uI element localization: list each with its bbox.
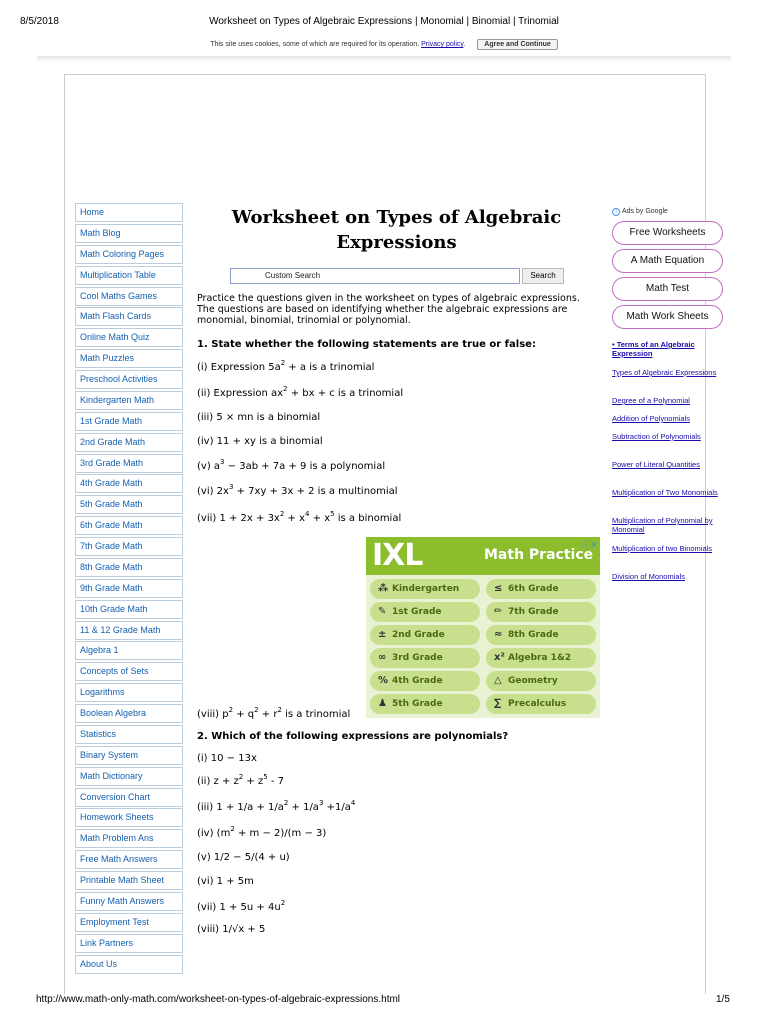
sidebar-item[interactable]: 5th Grade Math xyxy=(75,495,183,514)
sidebar-item[interactable]: 10th Grade Math xyxy=(75,600,183,619)
page-title: Worksheet on Types of Algebraic Expressions xyxy=(231,207,562,253)
plus-minus-icon: ± xyxy=(378,629,387,640)
question-item: (vi) 1 + 5m xyxy=(197,876,254,887)
sidebar-item[interactable]: Math Puzzles xyxy=(75,349,183,368)
print-header xyxy=(0,16,768,30)
search-button[interactable]: Search xyxy=(522,268,564,284)
related-link[interactable]: Subtraction of Polynomials xyxy=(612,432,701,441)
question-item: (v) $a^3 - 3ab + 7a + 9$ is a polynomial xyxy=(197,458,386,472)
agree-continue-button[interactable]: Agree and Continue xyxy=(477,39,558,50)
sidebar-nav xyxy=(75,203,183,975)
sidebar-item[interactable]: Math Problem Ans xyxy=(75,829,183,848)
ixl-grade-button[interactable]: ♟ 5th Grade xyxy=(370,694,480,714)
ad-close-icon[interactable]: ⓘ✕ xyxy=(581,540,598,550)
sidebar-item[interactable]: Funny Math Answers xyxy=(75,892,183,911)
question-item: (ii) $z + z^2 + z^5 - 7$ xyxy=(197,773,285,787)
sidebar-item[interactable]: Math Blog xyxy=(75,224,183,243)
question-item: (vii) $1 + 5u + 4u^2$ xyxy=(197,899,286,913)
related-link[interactable]: Multiplication of Polynomial by Monomial xyxy=(612,516,713,534)
sidebar-item[interactable]: Online Math Quiz xyxy=(75,328,183,347)
sidebar-item[interactable]: Home xyxy=(75,203,183,222)
custom-search xyxy=(230,268,564,284)
sidebar-item[interactable]: 2nd Grade Math xyxy=(75,433,183,452)
question-2-heading: 2. Which of the following expressions are polynomials? xyxy=(197,731,509,742)
ad-button[interactable]: A Math Equation xyxy=(612,249,723,273)
sidebar-item[interactable]: 9th Grade Math xyxy=(75,579,183,598)
ixl-grade-button[interactable]: ✎ 1st Grade xyxy=(370,602,480,622)
related-link[interactable]: • Terms of an Algebraic Expression xyxy=(612,340,695,358)
privacy-policy-link[interactable]: Privacy policy xyxy=(421,41,464,48)
sidebar-item[interactable]: 8th Grade Math xyxy=(75,558,183,577)
kindergarten-icon: ⁂ xyxy=(378,583,389,594)
infinity-icon: ∞ xyxy=(378,652,387,663)
ixl-grade-button[interactable]: x² Algebra 1&2 xyxy=(486,648,596,668)
approx-icon: ≈ xyxy=(494,629,503,640)
question-item: (iv) $(m^2 + m - 2)/(m - 3)$ xyxy=(197,825,327,839)
search-input[interactable]: Custom Search xyxy=(230,268,520,284)
question-item: (v) 1/2 − 5/(4 + u) xyxy=(197,852,290,863)
ixl-grade-button[interactable]: ∑ Precalculus xyxy=(486,694,596,714)
cookie-bar-shadow xyxy=(37,56,731,62)
question-item: (ii) Expression $ax^2$ + bx + c is a trinomial xyxy=(197,385,404,399)
grade-icon: ✎ xyxy=(378,606,387,617)
related-link[interactable]: Division of Monomials xyxy=(612,572,685,581)
sidebar-item[interactable]: Conversion Chart xyxy=(75,788,183,807)
ixl-grade-button[interactable]: ✏ 7th Grade xyxy=(486,602,596,622)
sidebar-item[interactable]: Preschool Activities xyxy=(75,370,183,389)
ixl-grade-button[interactable]: ≤ 6th Grade xyxy=(486,579,596,599)
sidebar-item[interactable]: Statistics xyxy=(75,725,183,744)
sidebar-item[interactable]: Employment Test xyxy=(75,913,183,932)
question-item: (viii) 1/√x + 5 xyxy=(197,924,266,935)
sidebar-item[interactable]: Boolean Algebra xyxy=(75,704,183,723)
grade-icon: ♟ xyxy=(378,698,387,709)
sidebar-item[interactable]: Kindergarten Math xyxy=(75,391,183,410)
related-link[interactable]: Power of Literal Quantities xyxy=(612,460,700,469)
sigma-icon: ∑ xyxy=(494,698,502,709)
question-item: (viii) $p^2 + q^2 + r^2$ is a trinomial xyxy=(197,706,351,720)
question-item: (vi) $2x^3 + 7xy + 3x + 2$ is a multinomial xyxy=(197,483,398,497)
sidebar-item[interactable]: Printable Math Sheet xyxy=(75,871,183,890)
ixl-ad[interactable] xyxy=(366,537,600,718)
print-page-number: 1/5 xyxy=(716,994,730,1005)
sidebar-item[interactable]: Homework Sheets xyxy=(75,808,183,827)
sidebar-item[interactable]: Math Flash Cards xyxy=(75,307,183,326)
percent-icon: % xyxy=(378,675,389,686)
question-item: (i) Expression $5a^2 + a$ is a trinomial xyxy=(197,359,375,373)
ad-button[interactable]: Free Worksheets xyxy=(612,221,723,245)
sidebar-item[interactable]: Logarithms xyxy=(75,683,183,702)
sidebar-item[interactable]: Link Partners xyxy=(75,934,183,953)
related-link[interactable]: Types of Algebraic Expressions xyxy=(612,368,717,377)
question-item: (iii) 5 × mn is a binomial xyxy=(197,412,321,423)
print-date: 8/5/2018 xyxy=(20,16,59,27)
info-icon: i xyxy=(612,208,620,216)
question-1-heading: 1. State whether the following statements are true or false: xyxy=(197,339,536,350)
sidebar-item[interactable]: 6th Grade Math xyxy=(75,516,183,535)
ixl-grade-button[interactable]: ≈ 8th Grade xyxy=(486,625,596,645)
cookie-text: This site uses cookies, some of which are required for its operation. xyxy=(210,41,420,48)
ad-button[interactable]: Math Test xyxy=(612,277,723,301)
cookie-bar: This site uses cookies, some of which are required for its operation. Privacy policy. Agree and Continue xyxy=(0,39,768,50)
ixl-grade-button[interactable]: ∞ 3rd Grade xyxy=(370,648,480,668)
pencil-icon: ✏ xyxy=(494,606,503,617)
sidebar-item[interactable]: Free Math Answers xyxy=(75,850,183,869)
related-link[interactable]: Addition of Polynomials xyxy=(612,414,690,423)
sidebar-item[interactable]: Math Coloring Pages xyxy=(75,245,183,264)
less-equal-icon: ≤ xyxy=(494,583,503,594)
ixl-grade-button[interactable]: △ Geometry xyxy=(486,671,596,691)
ixl-grade-button[interactable]: % 4th Grade xyxy=(370,671,480,691)
sidebar-item[interactable]: 4th Grade Math xyxy=(75,474,183,493)
related-link[interactable]: Multiplication of two Binomials xyxy=(612,544,713,553)
question-item: (vii) $1 + 2x + 3x^2 + x^4 + x^5$ is a binomial xyxy=(197,510,402,524)
ixl-grade-button[interactable]: ± 2nd Grade xyxy=(370,625,480,645)
ads-by-google[interactable]: i Ads by Google xyxy=(612,208,668,216)
sidebar-item[interactable]: 7th Grade Math xyxy=(75,537,183,556)
sidebar-item[interactable]: Multiplication Table xyxy=(75,266,183,285)
related-link[interactable]: Degree of a Polynomial xyxy=(612,396,690,405)
print-title: Worksheet on Types of Algebraic Expressions | Monomial | Binomial | Trinomial xyxy=(209,16,559,27)
sidebar-item[interactable]: About Us xyxy=(75,955,183,974)
sidebar-item[interactable]: Binary System xyxy=(75,746,183,765)
print-url: http://www.math-only-math.com/worksheet-on-types-of-algebraic-expressions.html xyxy=(36,994,401,1005)
ad-button[interactable]: Math Work Sheets xyxy=(612,305,723,329)
sidebar-item[interactable]: Cool Maths Games xyxy=(75,287,183,306)
question-item: (i) 10 − 13x xyxy=(197,753,257,764)
sidebar-item[interactable]: 3rd Grade Math xyxy=(75,454,183,473)
sidebar-item[interactable]: 11 & 12 Grade Math xyxy=(75,621,183,640)
sidebar-item[interactable]: 1st Grade Math xyxy=(75,412,183,431)
sidebar-item[interactable]: Algebra 1 xyxy=(75,641,183,660)
question-item: (iv) 11 + xy is a binomial xyxy=(197,436,323,447)
x-squared-icon: x² xyxy=(494,652,505,663)
sidebar-item[interactable]: Concepts of Sets xyxy=(75,662,183,681)
sidebar-item[interactable]: Math Dictionary xyxy=(75,767,183,786)
intro-paragraph: Practice the questions given in the worksheet on types of algebraic expressions. The questions are based on identifying whether the algebraic expressions are monomial, binomial, trinomial or polynomial. xyxy=(197,293,580,326)
related-link[interactable]: Multiplication of Two Monomials xyxy=(612,488,718,497)
ixl-headline: Math Practice xyxy=(484,547,594,563)
ixl-grade-button[interactable]: ⁂ Kindergarten xyxy=(370,579,480,599)
triangle-icon: △ xyxy=(494,675,502,686)
question-item: (iii) $1 + 1/a + 1/a^2 + 1/a^3 +1/a^4$ xyxy=(197,799,356,813)
ixl-logo: IXL xyxy=(372,538,423,573)
